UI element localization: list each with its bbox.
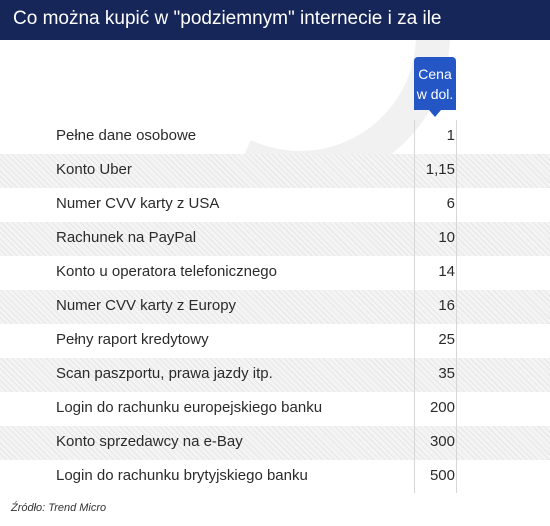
row-label: Pełny raport kredytowy [56, 331, 209, 348]
value-column-header-pointer [429, 110, 441, 117]
row-value: 300 [429, 433, 455, 450]
row-value: 35 [438, 365, 455, 382]
row-label: Konto Uber [56, 161, 132, 178]
row-value: 25 [438, 331, 455, 348]
table-row [0, 324, 550, 358]
chart-title: Co można kupić w "podziemnym" internecie i za ile [13, 8, 442, 29]
value-column-frame [414, 120, 457, 493]
table-row [0, 154, 550, 188]
row-label: Konto sprzedawcy na e-Bay [56, 433, 243, 450]
table-row [0, 392, 550, 426]
row-label: Numer CVV karty z USA [56, 195, 220, 212]
table-row [0, 358, 550, 392]
row-value: 16 [438, 297, 455, 314]
table-row [0, 426, 550, 460]
row-value: 14 [438, 263, 455, 280]
row-value: 6 [446, 195, 455, 212]
row-value: 200 [429, 399, 455, 416]
row-label: Rachunek na PayPal [56, 229, 197, 246]
table-row [0, 120, 550, 154]
row-label: Login do rachunku europejskiego banku [56, 399, 323, 416]
table-row [0, 290, 550, 324]
row-label: Pełne dane osobowe [56, 127, 197, 144]
row-value: 500 [429, 467, 455, 484]
row-label: Konto u operatora telefonicznego [56, 263, 277, 280]
table-row [0, 460, 550, 494]
chart-title-bar [0, 0, 550, 40]
table-row [0, 188, 550, 222]
row-label: Numer CVV karty z Europy [56, 297, 237, 314]
value-column-header-line-2: w dol. [416, 86, 454, 102]
row-value: 1 [446, 127, 455, 144]
value-column-header-line-1: Cena [418, 66, 452, 82]
source-note: Źródło: Trend Micro [11, 502, 107, 514]
table-row [0, 222, 550, 256]
row-label: Scan paszportu, prawa jazdy itp. [56, 365, 273, 382]
table-row [0, 256, 550, 290]
value-column-header [414, 57, 456, 110]
row-label: Login do rachunku brytyjskiego banku [56, 467, 308, 484]
row-value: 10 [438, 229, 455, 246]
row-value: 1,15 [425, 161, 455, 178]
